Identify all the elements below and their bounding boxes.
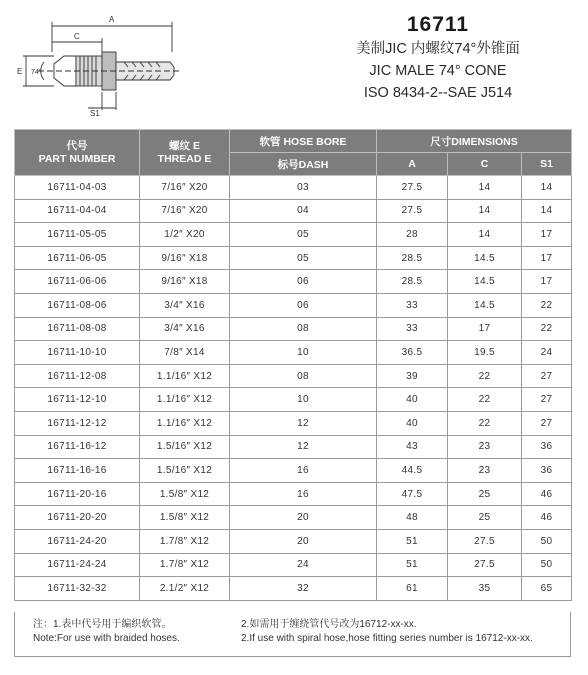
cell-thread: 9/16″ X18 <box>140 246 230 270</box>
table-row <box>15 553 572 577</box>
cell-dash: 04 <box>230 199 377 223</box>
header-s1: S1 <box>522 153 572 176</box>
cell-dash: 03 <box>230 176 377 200</box>
cell-c: 22 <box>448 364 522 388</box>
cell-c: 17 <box>448 317 522 341</box>
cell-thread: 3/4″ X16 <box>140 317 230 341</box>
cell-a: 44.5 <box>377 459 448 483</box>
cell-thread: 1.5/8″ X12 <box>140 506 230 530</box>
title-standard: ISO 8434-2--SAE J514 <box>363 85 513 101</box>
header-hose-bore: 软管 HOSE BORE <box>230 130 377 153</box>
table-row <box>15 223 572 247</box>
spec-table <box>14 129 572 601</box>
cell-c: 14 <box>448 176 522 200</box>
cell-a: 61 <box>377 577 448 601</box>
cell-a: 43 <box>377 435 448 459</box>
cell-dash: 20 <box>230 529 377 553</box>
cell-c: 25 <box>448 506 522 530</box>
note-2-en: 2.If use with spiral hose,hose fitting series number is 16712-xx-xx. <box>241 633 533 644</box>
table-body <box>15 176 572 601</box>
cell-s1: 46 <box>522 506 572 530</box>
title-en: JIC MALE 74° CONE <box>369 63 507 79</box>
cell-part: 16711-12-12 <box>15 411 140 435</box>
cell-thread: 1.1/16″ X12 <box>140 411 230 435</box>
cell-thread: 9/16″ X18 <box>140 270 230 294</box>
table-row <box>15 435 572 459</box>
cell-thread: 1.7/8″ X12 <box>140 553 230 577</box>
header-part-number <box>15 130 140 176</box>
cell-thread: 1/2″ X20 <box>140 223 230 247</box>
cell-s1: 36 <box>522 435 572 459</box>
table-row <box>15 529 572 553</box>
cell-part: 16711-04-03 <box>15 176 140 200</box>
cell-part: 16711-16-16 <box>15 459 140 483</box>
cell-part: 16711-08-06 <box>15 293 140 317</box>
title-cn: 美制JIC 内螺纹74°外锥面 <box>356 41 520 57</box>
cell-dash: 05 <box>230 223 377 247</box>
cell-s1: 50 <box>522 553 572 577</box>
cell-a: 27.5 <box>377 176 448 200</box>
cell-dash: 08 <box>230 317 377 341</box>
cell-part: 16711-06-06 <box>15 270 140 294</box>
cell-a: 28 <box>377 223 448 247</box>
cell-c: 23 <box>448 435 522 459</box>
cell-dash: 20 <box>230 506 377 530</box>
cell-s1: 17 <box>522 270 572 294</box>
cell-a: 40 <box>377 388 448 412</box>
cell-dash: 16 <box>230 459 377 483</box>
cell-s1: 17 <box>522 246 572 270</box>
cell-thread: 1.5/16″ X12 <box>140 459 230 483</box>
cell-dash: 06 <box>230 270 377 294</box>
cell-dash: 06 <box>230 293 377 317</box>
cell-s1: 14 <box>522 199 572 223</box>
cell-c: 14.5 <box>448 270 522 294</box>
cell-part: 16711-16-12 <box>15 435 140 459</box>
cell-dash: 10 <box>230 341 377 365</box>
cell-dash: 16 <box>230 482 377 506</box>
table-row <box>15 506 572 530</box>
cell-part: 16711-08-08 <box>15 317 140 341</box>
cell-a: 33 <box>377 317 448 341</box>
cell-s1: 65 <box>522 577 572 601</box>
fitting-drawing <box>14 12 214 117</box>
notes-box <box>14 612 571 657</box>
cell-c: 27.5 <box>448 553 522 577</box>
cell-a: 36.5 <box>377 341 448 365</box>
header-part-cn: 代号 <box>66 139 88 152</box>
cell-part: 16711-05-05 <box>15 223 140 247</box>
note-2-cn: 2.如需用于缠绕管代号改为16712-xx-xx. <box>241 619 417 630</box>
cell-s1: 27 <box>522 411 572 435</box>
cell-thread: 1.1/16″ X12 <box>140 364 230 388</box>
dim-e-label: E <box>17 67 23 76</box>
cell-c: 27.5 <box>448 529 522 553</box>
header-dimensions: 尺寸DIMENSIONS <box>377 130 572 153</box>
note-1 <box>33 618 180 646</box>
table-row <box>15 577 572 601</box>
dim-c-label: C <box>74 32 80 41</box>
cell-part: 16711-12-08 <box>15 364 140 388</box>
cell-dash: 10 <box>230 388 377 412</box>
header-thread-en: THREAD E <box>157 152 212 165</box>
header-c: C <box>448 153 522 176</box>
model-number: 16711 <box>406 13 470 36</box>
cell-part: 16711-24-20 <box>15 529 140 553</box>
cell-part: 16711-20-20 <box>15 506 140 530</box>
table-row <box>15 388 572 412</box>
table-row <box>15 364 572 388</box>
cell-a: 47.5 <box>377 482 448 506</box>
cell-c: 35 <box>448 577 522 601</box>
cell-c: 19.5 <box>448 341 522 365</box>
cell-thread: 1.7/8″ X12 <box>140 529 230 553</box>
cell-a: 28.5 <box>377 270 448 294</box>
header-thread-cn: 螺纹 E <box>169 139 200 152</box>
table-row <box>15 411 572 435</box>
cell-thread: 1.1/16″ X12 <box>140 388 230 412</box>
cell-a: 33 <box>377 293 448 317</box>
header-part-en: PART NUMBER <box>38 152 116 165</box>
cell-part: 16711-04-04 <box>15 199 140 223</box>
cell-thread: 7/8″ X14 <box>140 341 230 365</box>
note-1-cn: 注：1.表中代号用于编织软管。 <box>33 619 172 630</box>
cell-dash: 05 <box>230 246 377 270</box>
cell-s1: 17 <box>522 223 572 247</box>
table-row <box>15 482 572 506</box>
cell-a: 51 <box>377 529 448 553</box>
cell-a: 28.5 <box>377 246 448 270</box>
cell-s1: 22 <box>522 293 572 317</box>
cell-a: 39 <box>377 364 448 388</box>
cell-c: 23 <box>448 459 522 483</box>
cell-a: 51 <box>377 553 448 577</box>
cell-dash: 12 <box>230 435 377 459</box>
table-row <box>15 270 572 294</box>
cell-s1: 46 <box>522 482 572 506</box>
table-row <box>15 341 572 365</box>
cell-c: 14.5 <box>448 246 522 270</box>
angle-label: 74° <box>31 69 42 76</box>
cell-dash: 12 <box>230 411 377 435</box>
cell-s1: 24 <box>522 341 572 365</box>
cell-part: 16711-20-16 <box>15 482 140 506</box>
note-2 <box>241 618 533 646</box>
cell-part: 16711-24-24 <box>15 553 140 577</box>
cell-c: 14 <box>448 199 522 223</box>
spec-table-wrap <box>14 129 571 601</box>
cell-part: 16711-06-05 <box>15 246 140 270</box>
cell-s1: 27 <box>522 364 572 388</box>
header-thread <box>140 130 230 176</box>
cell-s1: 27 <box>522 388 572 412</box>
title-block <box>308 12 568 104</box>
cell-c: 22 <box>448 388 522 412</box>
cell-dash: 24 <box>230 553 377 577</box>
cell-thread: 3/4″ X16 <box>140 293 230 317</box>
table-row <box>15 246 572 270</box>
cell-c: 14.5 <box>448 293 522 317</box>
cell-s1: 50 <box>522 529 572 553</box>
dim-a-label: A <box>109 15 115 24</box>
cell-part: 16711-32-32 <box>15 577 140 601</box>
cell-dash: 08 <box>230 364 377 388</box>
cell-a: 27.5 <box>377 199 448 223</box>
cell-s1: 22 <box>522 317 572 341</box>
cell-a: 48 <box>377 506 448 530</box>
dim-s1-label: S1 <box>90 109 100 117</box>
cell-part: 16711-10-10 <box>15 341 140 365</box>
cell-c: 14 <box>448 223 522 247</box>
table-row <box>15 317 572 341</box>
cell-thread: 7/16″ X20 <box>140 176 230 200</box>
table-row <box>15 293 572 317</box>
fitting-diagram <box>14 12 214 117</box>
cell-dash: 32 <box>230 577 377 601</box>
cell-part: 16711-12-10 <box>15 388 140 412</box>
note-1-en: Note:For use with braided hoses. <box>33 633 180 644</box>
cell-s1: 36 <box>522 459 572 483</box>
cell-thread: 1.5/8″ X12 <box>140 482 230 506</box>
cell-s1: 14 <box>522 176 572 200</box>
cell-thread: 1.5/16″ X12 <box>140 435 230 459</box>
table-row <box>15 199 572 223</box>
cell-c: 22 <box>448 411 522 435</box>
header-a: A <box>377 153 448 176</box>
cell-c: 25 <box>448 482 522 506</box>
table-row <box>15 176 572 200</box>
cell-thread: 7/16″ X20 <box>140 199 230 223</box>
cell-thread: 2.1/2″ X12 <box>140 577 230 601</box>
table-row <box>15 459 572 483</box>
header-dash: 标号DASH <box>230 153 377 176</box>
cell-a: 40 <box>377 411 448 435</box>
